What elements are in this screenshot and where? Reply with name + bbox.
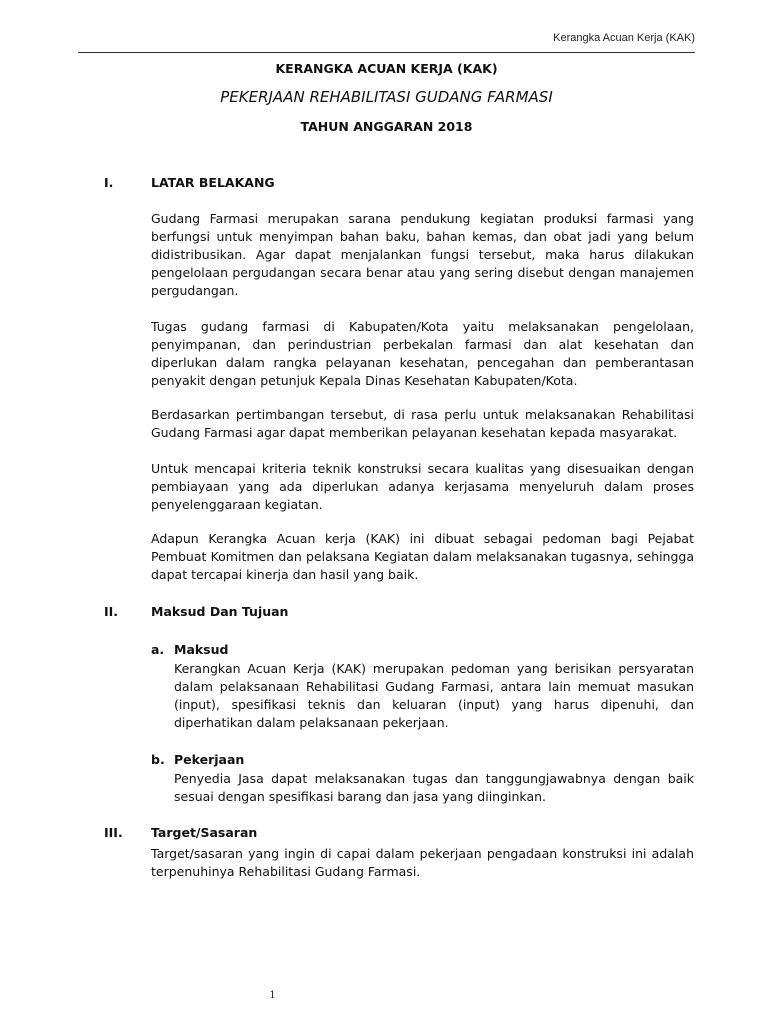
paragraph-line: (input), spesifikasi teknis dan keluaran (input) yang harus dipenuhi, dan xyxy=(174,697,694,713)
paragraph-line: Adapun Kerangka Acuan kerja (KAK) ini dibuat sebagai pedoman bagi Pejabat xyxy=(151,531,694,546)
paragraph xyxy=(151,845,694,881)
section-number: II. xyxy=(104,604,119,619)
paragraph xyxy=(151,210,694,300)
paragraph-line: Gudang Farmasi agar dapat memberikan pelayanan kesehatan kepada masyarakat. xyxy=(151,425,678,441)
section-title: Target/Sasaran xyxy=(151,825,258,840)
paragraph xyxy=(174,660,694,732)
subsection-title: Maksud xyxy=(174,642,229,657)
section-title: Maksud Dan Tujuan xyxy=(151,604,289,619)
paragraph-line: diperlukan dalam rangka pelayanan kesehatan, pencegahan dan pemberantasan xyxy=(151,355,694,371)
paragraph xyxy=(151,406,694,442)
paragraph-line: Penyedia Jasa dapat melaksanakan tugas dan tanggungjawabnya dengan baik xyxy=(174,771,694,786)
paragraph-line: Gudang Farmasi merupakan sarana pendukung kegiatan produksi farmasi yang xyxy=(151,211,694,226)
paragraph-line: Untuk mencapai kriteria teknik konstruksi secara kualitas yang disesuaikan dengan xyxy=(151,461,694,476)
section-number: III. xyxy=(104,825,123,840)
header-rule xyxy=(78,52,695,53)
paragraph-line: Target/sasaran yang ingin di capai dalam pekerjaan pengadaan konstruksi ini adalah xyxy=(151,846,694,861)
paragraph-line: penyakit dengan petunjuk Kepala Dinas Kesehatan Kabupaten/Kota. xyxy=(151,373,578,389)
paragraph-line: didistribusikan. Agar dapat menjalankan fungsi tersebut, maka harus dilakukan xyxy=(151,247,694,263)
paragraph-line: terpenuhinya Rehabilitasi Gudang Farmasi. xyxy=(151,864,421,880)
document-subtitle: PEKERJAAN REHABILITASI GUDANG FARMASI xyxy=(220,88,553,106)
paragraph-line: sesuai dengan spesifikasi barang dan jasa yang diinginkan. xyxy=(174,789,547,805)
document-title: KERANGKA ACUAN KERJA (KAK) xyxy=(275,61,498,76)
paragraph-line: Berdasarkan pertimbangan tersebut, di rasa perlu untuk melaksanakan Rehabilitasi xyxy=(151,407,694,422)
paragraph-line: pembiayaan yang ada diperlukan adanya kerjasama menyeluruh dalam proses xyxy=(151,479,694,495)
paragraph-line: penyelenggaraan kegiatan. xyxy=(151,497,323,513)
subsection-title: Pekerjaan xyxy=(174,752,245,767)
paragraph-line: Tugas gudang farmasi di Kabupaten/Kota yaitu melaksanakan pengelolaan, xyxy=(151,319,694,334)
paragraph-line: diperhatikan dalam pelaksanaan pekerjaan. xyxy=(174,715,449,731)
section-number: I. xyxy=(104,175,114,190)
paragraph-line: berfungsi untuk menyimpan bahan baku, bahan kemas, dan obat jadi yang belum xyxy=(151,229,694,245)
section-title: LATAR BELAKANG xyxy=(151,175,275,190)
paragraph-line: dapat tercapai kinerja dan hasil yang baik. xyxy=(151,567,419,583)
paragraph xyxy=(151,318,694,390)
paragraph-line: Kerangkan Acuan Kerja (KAK) merupakan pedoman yang berisikan persyaratan xyxy=(174,661,694,676)
paragraph xyxy=(151,530,694,584)
subsection-letter: a. xyxy=(151,642,165,657)
paragraph-line: pengelolaan pergudangan secara benar atau yang sering disebut dengan manajemen xyxy=(151,265,694,281)
paragraph xyxy=(174,770,694,806)
paragraph-line: penyimpanan, dan perindustrian perbekalan farmasi dan alat kesehatan dan xyxy=(151,337,694,353)
page-number: 1 xyxy=(269,990,276,1001)
paragraph-line: pergudangan. xyxy=(151,283,239,299)
fiscal-year-heading: TAHUN ANGGARAN 2018 xyxy=(300,119,473,134)
paragraph-line: dalam pelaksanaan Rehabilitasi Gudang Farmasi, antara lain memuat masukan xyxy=(174,679,694,695)
paragraph xyxy=(151,460,694,514)
paragraph-line: Pembuat Komitmen dan pelaksana Kegiatan dalam melaksanakan tugasnya, sehingga xyxy=(151,549,694,565)
subsection-letter: b. xyxy=(151,752,165,767)
running-header: Kerangka Acuan Kerja (KAK) xyxy=(553,32,695,44)
